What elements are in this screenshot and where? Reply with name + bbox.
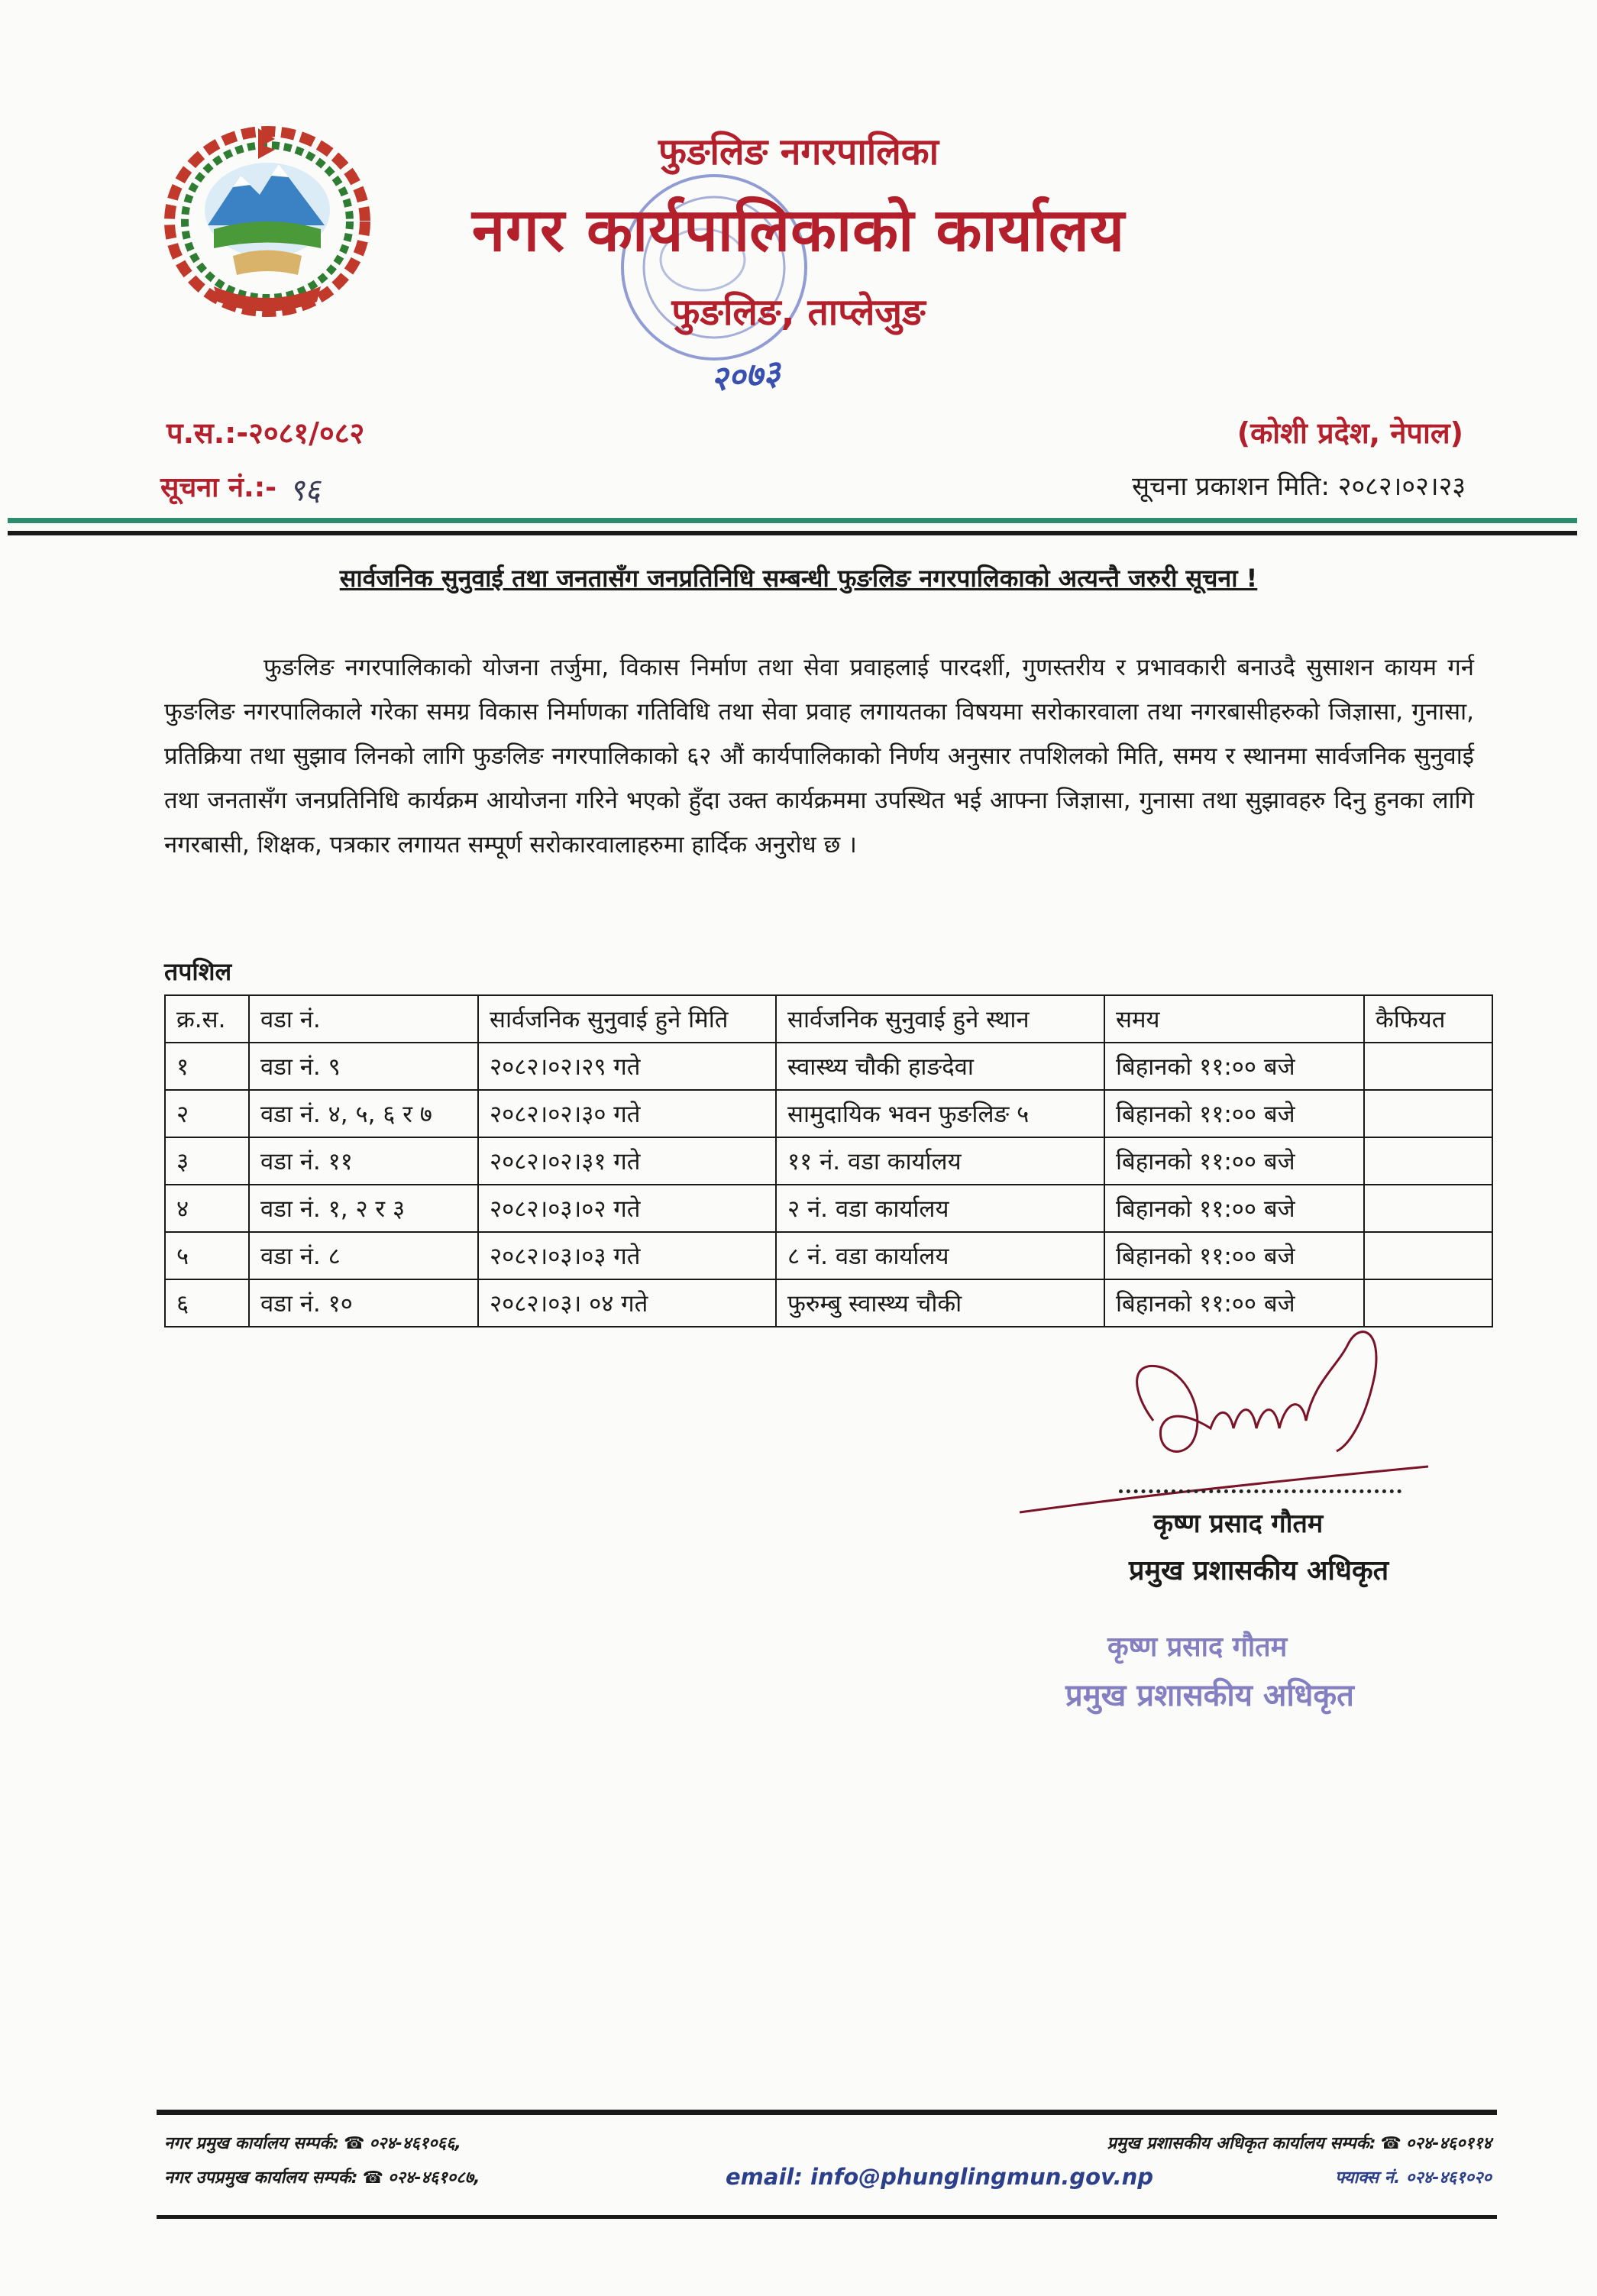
table-cell: २०८२।०२।३१ गते [478, 1137, 776, 1185]
table-cell: बिहानको ११:०० बजे [1104, 1043, 1364, 1090]
table-cell: स्वास्थ्य चौकी हाङदेवा [776, 1043, 1104, 1090]
table-cell: २०८२।०३।०२ गते [478, 1185, 776, 1232]
cao-contact-label: प्रमुख प्रशासकीय अधिकृत कार्यालय सम्पर्क: [1107, 2134, 1376, 2153]
table-cell: वडा नं. ९ [249, 1043, 478, 1090]
table-cell: वडा नं. १, २ र ३ [249, 1185, 478, 1232]
table-row [165, 1137, 1492, 1185]
footer-divider-top [157, 2110, 1497, 2115]
mayor-contact [164, 2131, 461, 2154]
header-divider-black [8, 531, 1577, 535]
table-cell: ५ [165, 1232, 249, 1279]
column-header: सार्वजनिक सुनुवाई हुने स्थान [776, 995, 1104, 1043]
publication-date: सूचना प्रकाशन मिति: २०८२।०२।२३ [1132, 471, 1466, 502]
table-cell: वडा नं. ११ [249, 1137, 478, 1185]
deputy-contact-label: नगर उपप्रमुख कार्यालय सम्पर्क: [164, 2168, 358, 2188]
table-cell [1364, 1137, 1492, 1185]
column-header: क्र.स. [165, 995, 249, 1043]
notice-number-label: सूचना नं.:- [160, 472, 277, 503]
table-cell: बिहानको ११:०० बजे [1104, 1185, 1364, 1232]
table-row [165, 1185, 1492, 1232]
phone-icon: ☎ [1380, 2134, 1401, 2153]
table-header-row [165, 995, 1492, 1043]
table-cell: वडा नं. ८ [249, 1232, 478, 1279]
column-header: वडा नं. [249, 995, 478, 1043]
table-cell: १ [165, 1043, 249, 1090]
mayor-contact-label: नगर प्रमुख कार्यालय सम्पर्क: [164, 2134, 340, 2153]
table-cell: २०८२।०३।०३ गते [478, 1232, 776, 1279]
table-cell [1364, 1232, 1492, 1279]
reference-number: प.स.:-२०८१/०८२ [166, 416, 365, 450]
district-name: फुङलिङ, ताप्लेजुङ [671, 291, 926, 334]
office-name: नगर कार्यपालिकाको कार्यालय [471, 196, 1126, 265]
table-cell: बिहानको ११:०० बजे [1104, 1137, 1364, 1185]
deputy-contact-number: ०२४-४६१०८७, [388, 2168, 480, 2188]
table-cell: ८ नं. वडा कार्यालय [776, 1232, 1104, 1279]
fax-number: फ्याक्स नं. ०२४-४६१०२० [1334, 2168, 1492, 2188]
table-cell: २०८२।०२।३० गते [478, 1090, 776, 1137]
notice-number-value: ९६ [289, 473, 321, 508]
table-row [165, 1090, 1492, 1137]
table-cell: ३ [165, 1137, 249, 1185]
schedule-title: तपशिल [164, 957, 232, 986]
table-cell [1364, 1090, 1492, 1137]
table-cell: २०८२।०२।२९ गते [478, 1043, 776, 1090]
seal-year: २०७३ [708, 353, 783, 399]
table-cell: २ [165, 1090, 249, 1137]
table-cell: बिहानको ११:०० बजे [1104, 1090, 1364, 1137]
signer-name: कृष्ण प्रसाद गौतम [1153, 1509, 1324, 1539]
table-cell: बिहानको ११:०० बजे [1104, 1232, 1364, 1279]
notice-subject: सार्वजनिक सुनुवाई तथा जनतासँग जनप्रतिनिधि सम्बन्धी फुङलिङ नगरपालिकाको अत्यन्तै जरुरी सूचना ! [339, 564, 1258, 593]
phone-icon: ☎ [362, 2168, 384, 2188]
column-header: कैफियत [1364, 995, 1492, 1043]
table-row [165, 1232, 1492, 1279]
table-cell: बिहानको ११:०० बजे [1104, 1279, 1364, 1327]
province-label: (कोशी प्रदेश, नेपाल) [1237, 416, 1463, 450]
table-cell: २०८२।०३। ०४ गते [478, 1279, 776, 1327]
table-cell: ११ नं. वडा कार्यालय [776, 1137, 1104, 1185]
table-cell: वडा नं. १० [249, 1279, 478, 1327]
table-cell: वडा नं. ४, ५, ६ र ७ [249, 1090, 478, 1137]
table-cell: ६ [165, 1279, 249, 1327]
table-cell: २ नं. वडा कार्यालय [776, 1185, 1104, 1232]
table-cell: फुरुम्बु स्वास्थ्य चौकी [776, 1279, 1104, 1327]
table-cell [1364, 1043, 1492, 1090]
title-stamp: प्रमुख प्रशासकीय अधिकृत [1065, 1678, 1354, 1713]
column-header: समय [1104, 995, 1364, 1043]
table-cell: सामुदायिक भवन फुङलिङ ५ [776, 1090, 1104, 1137]
schedule-table [164, 994, 1493, 1327]
cao-contact [1107, 2131, 1492, 2154]
notice-body: फुङलिङ नगरपालिकाको योजना तर्जुमा, विकास निर्माण तथा सेवा प्रवाहलाई पारदर्शी, गुणस्तरीय र प्रभावकारी बनाउदै सुसाशन कायम गर्न फुङलिङ नगरपालिकाले गरेका समग्र विकास निर्माणका गतिविधि तथा सेवा प्रवाह लगायतका विषयमा सरोकारवाला तथा नगरबासीहरुको जिज्ञासा, गुनासा, प्रतिक्रिया तथा सुझाव लिनको लागि फुङलिङ नगरपालिकाको ६२ औं कार्यपालिकाको निर्णय अनुसार तपशिलको मिति, समय र स्थानमा सार्वजनिक सुनुवाई तथा जनतासँग जनप्रतिनिधि कार्यक्रम आयोजना गरिने भएको हुँदा उक्त कार्यक्रममा उपस्थित भई आफ्ना जिज्ञासा, गुनासा तथा सुझावहरु दिनु हुनका लागि नगरबासी, शिक्षक, पत्रकार लगायत सम्पूर्ण सरोकारवालाहरुमा हार्दिक अनुरोध छ । [164, 654, 1474, 859]
table-cell [1364, 1185, 1492, 1232]
footer-divider-bottom [157, 2215, 1497, 2219]
table-row [165, 1043, 1492, 1090]
table-cell: ४ [165, 1185, 249, 1232]
mayor-contact-number: ०२४-४६१०६६, [369, 2134, 461, 2153]
phone-icon: ☎ [344, 2134, 365, 2153]
municipality-name: फुङलिङ नगरपालिका [658, 131, 939, 173]
column-header: सार्वजनिक सुनुवाई हुने मिति [478, 995, 776, 1043]
signer-title: प्रमुख प्रशासकीय अधिकृत [1129, 1555, 1389, 1586]
email-link[interactable]: email: info@phunglingmun.gov.np [726, 2164, 1154, 2190]
cao-contact-number: ०२४-४६०११४ [1405, 2134, 1492, 2153]
name-stamp: कृष्ण प्रसाद गौतम [1107, 1631, 1288, 1663]
signature-line [1119, 1489, 1401, 1493]
deputy-contact [164, 2165, 480, 2188]
header-divider-green [8, 518, 1577, 523]
